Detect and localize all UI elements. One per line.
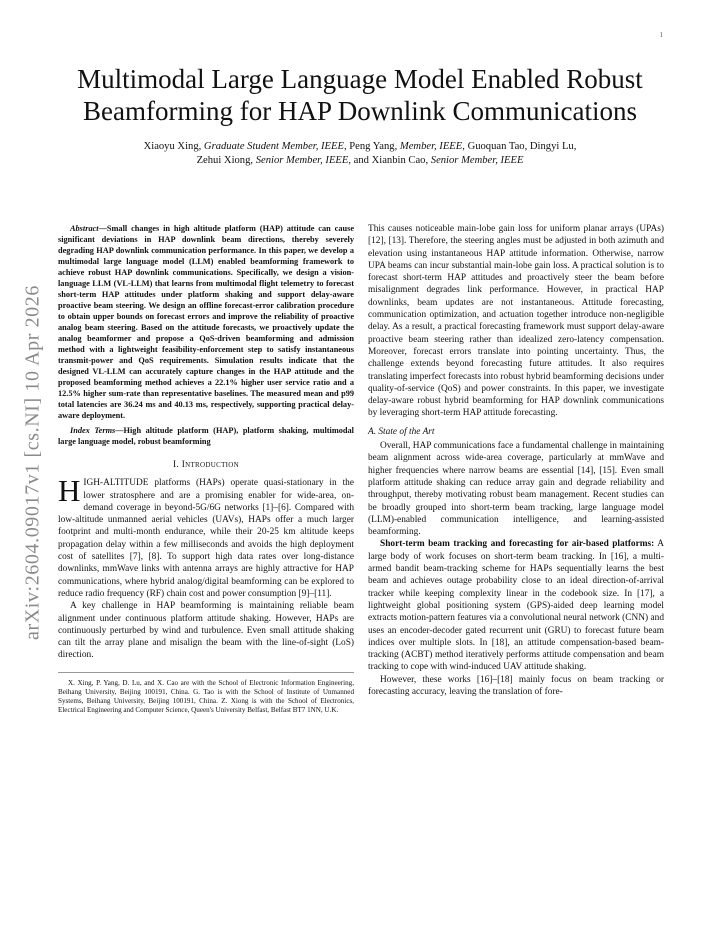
- abstract-text: —Small changes in high altitude platform (HAP) attitude can cause significant deviations in HAP downlink beam directions, thereby severely degrading HAP downlink communication performance. In this paper, we develop a multimodal large language model (LLM) enabled beamforming framework to achieve robust HAP downlink communications. Specifically, we design a vision-language LLM (VL-LLM) that learns from multimodal flight telemetry to forecast short-term HAP attitudes under platform shaking and support delay-aware proactive beam steering. We design an offline forecast-error calibration procedure to obtain upper bounds on forecast errors and improve the reliability of proactive analog beam steering. Based on the attitude forecasts, we proactively update the analog beamformer and propose a QoS-driven beamforming and admission method with a lightweight feasibility-enforcement step to satisfy instantaneous transmit-power and QoS requirements. Simulation results indicate that the designed VL-LLM can accurately capture changes in the HAP attitude and the proposed beamforming method achieves a 22.1% higher user service ratio and a 12.5% higher sum-rate than representative baselines. The measured mean and p99 total latencies are 36.24 ms and 40.13 ms, respectively, supporting practical delay-aware deployment.: [58, 224, 354, 420]
- author-affiliation-role: Member, IEEE: [399, 141, 463, 152]
- drop-cap: H: [58, 473, 81, 509]
- author-names: Xiaoyu Xing,: [143, 141, 204, 152]
- author-affiliation-role: Graduate Student Member, IEEE: [203, 141, 344, 152]
- state-of-art-paragraph-3: However, these works [16]–[18] mainly focus on beam tracking or forecasting accuracy, leaving the translation of fore-: [368, 674, 664, 697]
- right-column: [368, 223, 664, 698]
- intro-paragraph-1: [58, 473, 354, 600]
- intro-paragraph-2: A key challenge in HAP beamforming is maintaining reliable beam alignment under continuous platform attitude shaking. However, HAPs are continuously perturbed by wind and turbulence. Even small attitude shaking can tilt the array plane and misalign the beam with the line-of-sight (LoS) direction.: [58, 601, 354, 661]
- author-affiliation-role: Senior Member, IEEE: [430, 155, 524, 166]
- author-names: , Guoquan Tao, Dingyi Lu,: [462, 141, 577, 152]
- author-footnote: X. Xing, P. Yang, D. Lu, and X. Cao are with the School of Electronic Information Engineering, Beihang University, Beijing 100191, China. G. Tao is with the School of Institute of Unmanned Systems, Beihang University, Beijing 100191, China. Z. Xiong is with the School of Electronics, Electrical Engineering and Computer Science, Queen's University Belfast, Belfast BT7 1NN, U.K.: [58, 672, 354, 716]
- author-affiliation-role: Senior Member, IEEE: [255, 155, 349, 166]
- index-terms-label: Index Terms: [70, 426, 116, 435]
- state-of-art-paragraph-2: [368, 538, 664, 673]
- paragraph-lead-heading: Short-term beam tracking and forecasting for air-based platforms:: [380, 539, 655, 550]
- author-names: Zehui Xiong,: [196, 155, 256, 166]
- state-of-art-paragraph-2-text: A large body of work focuses on short-term beam tracking. In [16], a multi-armed bandit beam-tracking scheme for HAPs sequentially learns the best beam and achieves outage probability close to an ideal direction-of-arrival tracker while keeping complexity linear in the codebook size. In [17], a lightweight global positioning system (GPS)-aided deep learning model extracts motion-pattern features via a convolutional neural network (CNN) and uses an encoder-decoder gated recurrent unit (GRU) to forecast future beam indices over multiple slots. In [18], an attitude compensation-based beam-tracking (ACBT) method iteratively performs attitude compensation and beam tracking to cope with wind-induced UAV attitude shaking.: [368, 539, 664, 673]
- abstract: [58, 223, 354, 421]
- subsection-heading-state-of-art: A. State of the Art: [368, 426, 435, 437]
- author-names: , and Xianbin Cao,: [348, 155, 431, 166]
- author-list: [60, 140, 660, 168]
- section-heading-introduction: I. Introduction: [173, 460, 239, 470]
- arxiv-identifier[interactable]: arXiv:2604.09017v1 [cs.NI] 10 Apr 2026: [21, 285, 44, 641]
- paper-title: Multimodal Large Language Model Enabled Robust Beamforming for HAP Downlink Communications: [77, 64, 643, 126]
- abstract-label: Abstract: [70, 224, 99, 233]
- index-terms-text: —High altitude platform (HAP), platform shaking, multimodal large language model, robust beamforming: [58, 426, 354, 446]
- state-of-art-paragraph-1: Overall, HAP communications face a fundamental challenge in maintaining beam alignment across wide-area coverage, particularly at mmWave and higher frequencies where narrow beams are essential [14], [15]. Even small platform attitude shaking can reduce array gain and degrade reliability and throughput, thereby motivating robust beam management. Recent studies can be broadly grouped into short-term beam tracking, large language model (LLM)-enabled communication intelligence, and learning-assisted beamforming.: [368, 441, 664, 538]
- index-terms: [58, 425, 354, 447]
- page-number: 1: [659, 31, 663, 39]
- intro-paragraph-1-text: IGH-ALTITUDE platforms (HAPs) operate quasi-stationary in the lower stratosphere and are a promising enabler for wide-area, on-demand coverage in beyond-5G/6G networks [1]–[6]. Compared with low-altitude unmanned aerial vehicles (UAVs), HAPs offer a much larger footprint and multi-month endurance, while their 20-25 km altitude keeps propagation delay within a few milliseconds and avoids the high deployment cost of satellites [7], [8]. To support high data rates over long-distance downlinks, mmWave links with antenna arrays are highly attractive for HAP communications, where hybrid analog/digital beamforming can be explored to reduce radio frequency (RF) chain cost and power consumption [9]–[11].: [58, 478, 354, 599]
- intro-paragraph-3: This causes noticeable main-lobe gain loss for uniform planar arrays (UPAs) [12], [13]. Therefore, the steering angles must be adjusted in both azimuth and elevation using instantaneous HAP attitude information. Otherwise, narrow UPA beams can incur substantial main-lobe gain loss. A practical solution is to forecast short-term HAP attitudes and proactively steer the beam before misalignment degrades link performance. However, in practical HAP downlinks, beam updates are not instantaneous. Attitude forecasting, communication optimization, and actuation together introduce non-negligible delay. As a result, a practical forecasting framework must support delay-aware proactive beam steering rather than idealized zero-latency compensation. Moreover, forecast errors translate into pointing uncertainty. Thus, the challenge extends beyond forecasting future attitudes. It also requires translating imperfect forecasts into robust hybrid beamforming decisions under quality-of-service (QoS) and power constraints. In this paper, we investigate delay-aware robust hybrid beamforming for HAP downlink communications by leveraging short-term HAP attitude forecasting.: [368, 224, 664, 419]
- author-names: , Peng Yang,: [343, 141, 400, 152]
- left-column: [58, 223, 354, 716]
